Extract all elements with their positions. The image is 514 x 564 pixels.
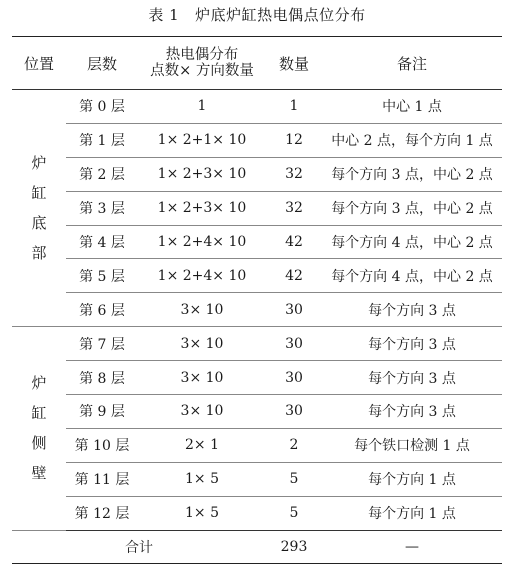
table-row: [12, 225, 502, 259]
total-note: —: [322, 530, 502, 563]
cell-count: 32: [266, 191, 322, 225]
table-row: [12, 157, 502, 191]
total-label: 合计: [12, 530, 266, 563]
group-label-char: 壁: [31, 464, 47, 483]
cell-count: 30: [266, 395, 322, 429]
header-formula-line2: 点数× 方向数量: [150, 63, 254, 79]
cell-layer: 第 11 层: [66, 462, 138, 496]
table-row: [12, 428, 502, 462]
cell-note: 每个方向 1 点: [322, 496, 502, 530]
cell-formula: 1× 2+3× 10: [138, 191, 266, 225]
cell-count: 30: [266, 361, 322, 395]
group-label-char: 底: [31, 214, 47, 233]
table-row: [12, 462, 502, 496]
table-row: [12, 123, 502, 157]
group-label-side: [12, 327, 66, 530]
cell-formula: 1: [138, 90, 266, 124]
cell-formula: 3× 10: [138, 327, 266, 361]
group-label-char: 炉: [31, 374, 47, 393]
total-count: 293: [266, 530, 322, 563]
cell-count: 30: [266, 293, 322, 327]
cell-count: 30: [266, 327, 322, 361]
cell-count: 5: [266, 496, 322, 530]
cell-layer: 第 0 层: [66, 90, 138, 124]
cell-count: 42: [266, 259, 322, 293]
cell-layer: 第 10 层: [66, 428, 138, 462]
header-formula: [138, 37, 266, 90]
cell-count: 1: [266, 90, 322, 124]
cell-note: 每个方向 3 点，中心 2 点: [322, 191, 502, 225]
table-row: [12, 395, 502, 429]
group-label-char: 侧: [31, 434, 47, 453]
cell-layer: 第 3 层: [66, 191, 138, 225]
header-row: [12, 37, 502, 90]
cell-note: 每个方向 3 点: [322, 293, 502, 327]
group-label-char: 缸: [31, 184, 47, 203]
cell-note: 每个方向 4 点，中心 2 点: [322, 225, 502, 259]
table-title: 炉底炉缸热电偶点位分布: [195, 6, 366, 24]
cell-layer: 第 9 层: [66, 395, 138, 429]
header-count: 数量: [266, 37, 322, 90]
table-row: [12, 327, 502, 361]
cell-layer: 第 1 层: [66, 123, 138, 157]
cell-note: 每个方向 3 点: [322, 395, 502, 429]
group-label-char: 缸: [31, 404, 47, 423]
cell-formula: 1× 2+4× 10: [138, 225, 266, 259]
table-caption: [0, 4, 514, 25]
thermocouple-table: [12, 36, 502, 564]
table-row: [12, 293, 502, 327]
cell-layer: 第 6 层: [66, 293, 138, 327]
cell-formula: 3× 10: [138, 293, 266, 327]
cell-formula: 2× 1: [138, 428, 266, 462]
cell-note: 每个方向 3 点: [322, 361, 502, 395]
table-row: [12, 496, 502, 530]
cell-count: 5: [266, 462, 322, 496]
table-row: [12, 191, 502, 225]
group-label-char: 炉: [31, 154, 47, 173]
cell-layer: 第 8 层: [66, 361, 138, 395]
table-number: 表 1: [148, 6, 180, 24]
header-position: 位置: [12, 37, 66, 90]
cell-note: 每个方向 4 点，中心 2 点: [322, 259, 502, 293]
table-row: [12, 361, 502, 395]
cell-note: 中心 1 点: [322, 90, 502, 124]
cell-formula: 1× 2+3× 10: [138, 157, 266, 191]
cell-note: 每个铁口检测 1 点: [322, 428, 502, 462]
total-row: [12, 530, 502, 563]
cell-layer: 第 4 层: [66, 225, 138, 259]
cell-layer: 第 5 层: [66, 259, 138, 293]
cell-note: 每个方向 1 点: [322, 462, 502, 496]
cell-formula: 1× 5: [138, 462, 266, 496]
group-label-char: 部: [31, 244, 47, 263]
cell-count: 42: [266, 225, 322, 259]
cell-formula: 1× 2+1× 10: [138, 123, 266, 157]
header-formula-line1: 热电偶分布: [165, 47, 239, 63]
cell-formula: 1× 2+4× 10: [138, 259, 266, 293]
table-row: [12, 90, 502, 124]
cell-note: 中心 2 点，每个方向 1 点: [322, 123, 502, 157]
cell-formula: 1× 5: [138, 496, 266, 530]
cell-note: 每个方向 3 点，中心 2 点: [322, 157, 502, 191]
cell-layer: 第 7 层: [66, 327, 138, 361]
cell-formula: 3× 10: [138, 395, 266, 429]
cell-note: 每个方向 3 点: [322, 327, 502, 361]
header-layer: 层数: [66, 37, 138, 90]
cell-count: 12: [266, 123, 322, 157]
cell-formula: 3× 10: [138, 361, 266, 395]
table-row: [12, 259, 502, 293]
cell-layer: 第 12 层: [66, 496, 138, 530]
cell-layer: 第 2 层: [66, 157, 138, 191]
cell-count: 2: [266, 428, 322, 462]
group-label-bottom: [12, 90, 66, 327]
cell-count: 32: [266, 157, 322, 191]
header-note: 备注: [322, 37, 502, 90]
